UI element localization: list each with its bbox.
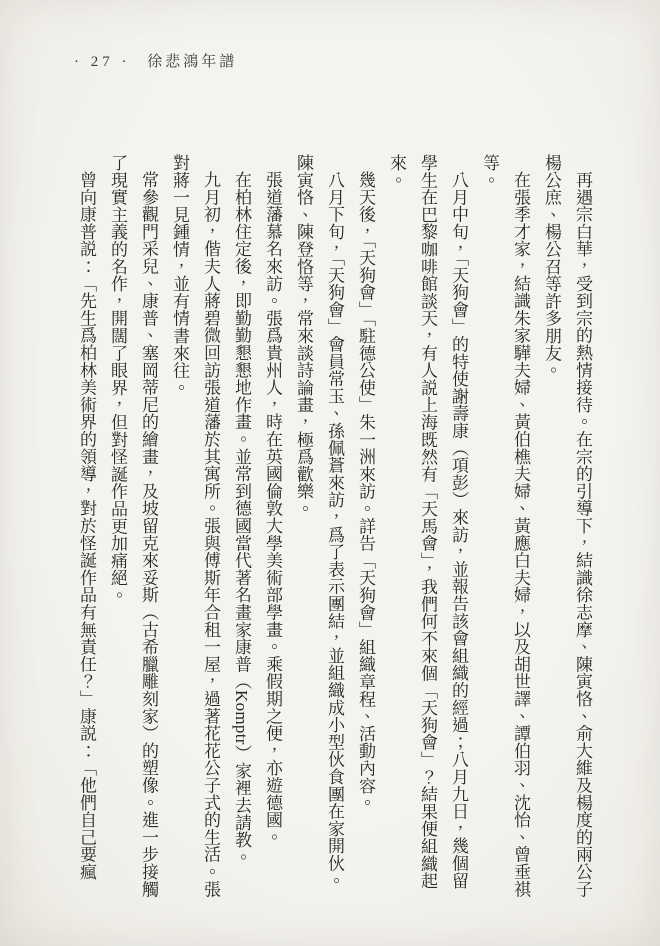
paragraph-5: 八月下旬，「天狗會」會員常玉、孫佩蒼來訪，爲了表示團結，並組織成小型伙食團在家開伙。陳寅恪、陳登恪等，常來談詩論畫，極爲歡樂。 bbox=[294, 154, 344, 890]
page-number: · 27 · bbox=[74, 54, 131, 70]
running-head bbox=[74, 50, 237, 71]
paragraph-9: 常參觀門采兒、康普、塞岡蒂尼的繪畫，及坡留克來妥斯（古希臘雕刻家）的塑像。進一步接觸了現實主義的名作，開闊了眼界，但對怪誕作品更加痛絕。 bbox=[108, 154, 158, 898]
paragraph-8: 九月初，偕夫人蔣碧微回訪張道藩於其寓所。張與傅斯年合租一屋，過著花花公子式的生活。張對蔣一見鍾情，並有情書來往。 bbox=[170, 154, 220, 898]
paragraph-2: 在張季才家，結識朱家驊夫婦、黃伯樵夫婦、黃應白夫婦，以及胡世譯、譚伯羽、沈怡、曾垂祺等。 bbox=[480, 154, 530, 898]
paragraph-3: 八月中旬，「天狗會」的特使謝壽康（項彭）來訪，並報告該會組織的經過；八月九日，幾個留學生在巴黎咖啡館談天，有人説上海既然有「天馬會」，我們何不來個「天狗會」？結果便組織起來。 bbox=[387, 154, 468, 890]
paragraph-6: 張道藩慕名來訪。張爲貴州人，時在英國倫敦大學美術部學畫。乘假期之便，亦遊德國。 bbox=[263, 171, 282, 846]
book-title: 徐悲鴻年譜 bbox=[147, 54, 238, 70]
paragraph-1: 再遇宗白華，受到宗的熱情接待。在宗的引導下，結識徐志摩、陳寅恪、俞大維及楊度的兩公子楊公庶、楊公召等許多朋友。 bbox=[542, 154, 592, 898]
vertical-text-block bbox=[71, 154, 598, 906]
paragraph-4: 幾天後，「天狗會」「駐德公使」朱一洲來訪。詳告「天狗會」組織章程、活動內容。 bbox=[356, 171, 375, 812]
paragraph-10: 曾向康普説：「先生爲柏林美術界的領導，對於怪誕作品有無責任？」康説：「他們自己要瘋 bbox=[77, 171, 96, 881]
paragraph-7: 在柏林住定後，即勤勤懇懇地作畫。並常到德國當代著名畫家康普（Komptr）家裡去請教。 bbox=[232, 171, 251, 866]
